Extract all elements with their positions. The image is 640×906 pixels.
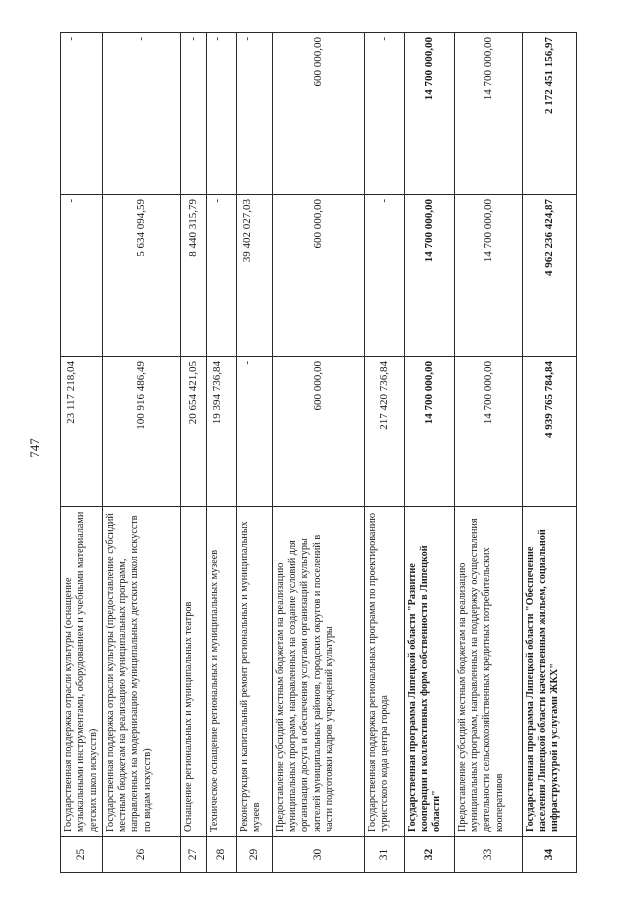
row-number: 33 [454,837,522,873]
row-name: Оснащение региональных и муниципальных театров [180,507,206,837]
row-amount-year3: - [206,33,236,195]
row-amount-year2: - [61,195,103,357]
row-amount-year2: 8 440 315,79 [180,195,206,357]
row-amount-year3: 2 172 451 156,97 [522,33,576,195]
row-number: 26 [102,837,180,873]
row-amount-year1: 19 394 736,84 [206,357,236,507]
row-amount-year2: 600 000,00 [272,195,364,357]
row-number: 31 [364,837,404,873]
row-amount-year3: - [180,33,206,195]
row-amount-year3: 14 700 000,00 [404,33,454,195]
table-row [180,33,206,873]
table-row [404,33,454,873]
row-amount-year3: - [236,33,272,195]
row-number: 25 [61,837,103,873]
row-amount-year2: 5 634 094,59 [102,195,180,357]
row-amount-year2: 14 700 000,00 [454,195,522,357]
row-name: Государственная поддержка отрасли культуры (оснащение музыкальными инструментами, оборудованием и учебными материалами детских школ искусств) [61,507,103,837]
table-row [102,33,180,873]
row-amount-year1: 600 000,00 [272,357,364,507]
row-amount-year3: 14 700 000,00 [454,33,522,195]
table-row [206,33,236,873]
row-amount-year1: 100 916 486,49 [102,357,180,507]
page-number: 747 [27,438,42,458]
row-number: 34 [522,837,576,873]
row-amount-year3: - [61,33,103,195]
row-amount-year2: - [364,195,404,357]
row-amount-year1: 4 939 765 784,84 [522,357,576,507]
row-amount-year1: 14 700 000,00 [454,357,522,507]
row-amount-year1: - [236,357,272,507]
row-amount-year2: 14 700 000,00 [404,195,454,357]
row-number: 32 [404,837,454,873]
row-amount-year3: 600 000,00 [272,33,364,195]
row-name: Государственная поддержка региональных программ по проектированию туристского кода центра города [364,507,404,837]
row-amount-year3: - [102,33,180,195]
row-name: Государственная поддержка отрасли культуры (предоставление субсидий местным бюджетам на реализацию муниципальных программ, направленных на модернизацию муниципальных детских школ искусств по видам искусств) [102,507,180,837]
budget-table [60,32,577,873]
row-name: Техническое оснащение региональных и муниципальных музеев [206,507,236,837]
row-number: 27 [180,837,206,873]
budget-table-container [60,33,561,873]
row-amount-year3: - [364,33,404,195]
row-amount-year2: 39 402 027,03 [236,195,272,357]
row-number: 28 [206,837,236,873]
table-row [272,33,364,873]
table-row [364,33,404,873]
row-number: 30 [272,837,364,873]
row-amount-year2: - [206,195,236,357]
row-amount-year1: 20 654 421,05 [180,357,206,507]
row-amount-year1: 217 420 736,84 [364,357,404,507]
row-amount-year1: 14 700 000,00 [404,357,454,507]
table-row [454,33,522,873]
row-name: Предоставление субсидий местным бюджетам на реализацию муниципальных программ, направленных на создание условий для организации досуга и обеспечения услугами организаций культуры жителей муниципальных районов, городских округов и поселений в части подготовки кадров учреждений культуры [272,507,364,837]
table-row [61,33,103,873]
row-amount-year2: 4 962 236 424,87 [522,195,576,357]
row-amount-year1: 23 117 218,04 [61,357,103,507]
row-number: 29 [236,837,272,873]
row-name: Реконструкция и капитальный ремонт региональных и муниципальных музеев [236,507,272,837]
row-name: Предоставление субсидий местным бюджетам на реализацию муниципальных программ, направленных на поддержку осуществления деятельности сельскохозяйственных кредитных потребительских кооперативов [454,507,522,837]
table-row [522,33,576,873]
row-name: Государственная программа Липецкой области "Обеспечение населения Липецкой области качественным жильем, социальной инфраструктурой и услугами ЖКХ" [522,507,576,837]
row-name: Государственная программа Липецкой области "Развитие кооперации и коллективных форм собственности в Липецкой области" [404,507,454,837]
table-row [236,33,272,873]
